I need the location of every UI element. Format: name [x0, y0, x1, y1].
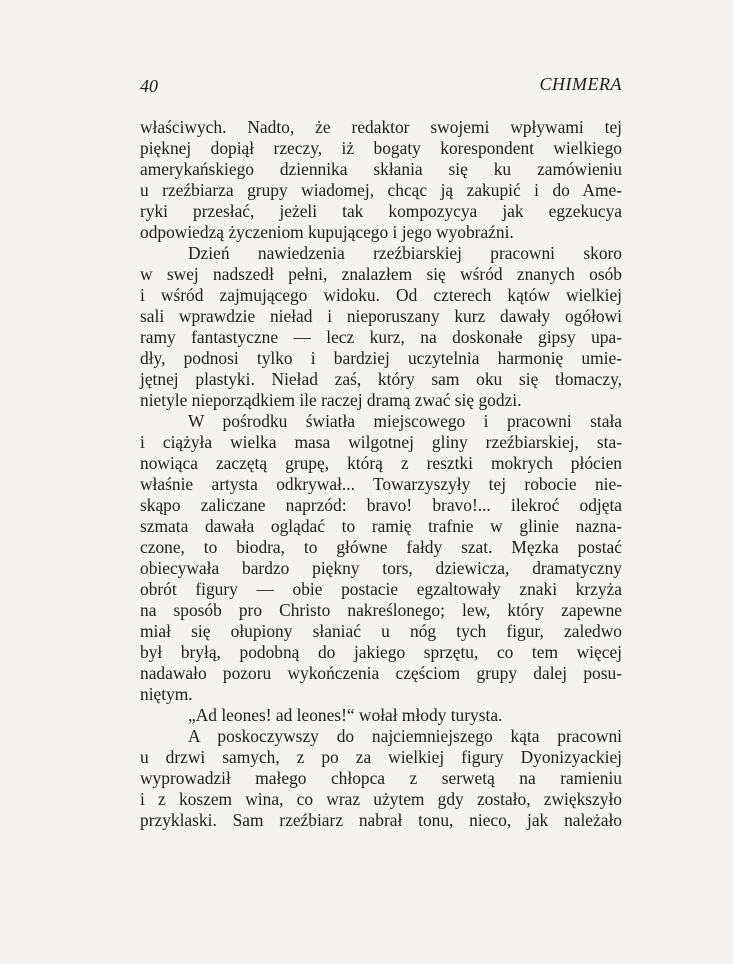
text-line: dły, podnosi tylko i bardziej uczytelnia harmonię umie- [140, 348, 622, 368]
page-number: 40 [140, 76, 158, 96]
text-line: u rzeźbiarza grupy wiadomej, chcąc ją zakupić i do Ame- [140, 180, 622, 200]
text-line: miał się ołupiony słaniać u nóg tych figur, zaledwo [140, 621, 622, 641]
text-line: „Ad leones! ad leones!“ wołał młody turysta. [188, 705, 503, 725]
text-line: sali wprawdzie nieład i nieporuszany kurz dawały ogółowi [140, 306, 622, 326]
text-line: właśnie artysta odkrywał... Towarzyszyły tej robocie nie- [140, 474, 622, 494]
text-line: był bryłą, podobną do jakiego sprzętu, co tem więcej [140, 642, 622, 662]
text-line: nadawało pozoru wykończenia częściom grupy dalej posu- [140, 663, 622, 683]
text-line: jętnej plastyki. Nieład zaś, który sam oku się tłomaczy, [140, 369, 622, 389]
text-line: odpowiedzą życzeniom kupującego i jego wyobraźni. [140, 222, 514, 242]
text-line: u drzwi samych, z po za wielkiej figury Dyonizyackiej [140, 747, 622, 767]
text-line: W pośrodku światła miejscowego i pracowni stała [188, 411, 622, 431]
running-head: CHIMERA [539, 74, 622, 94]
text-line: pięknej dopiął rzeczy, iż bogaty korespondent wielkiego [140, 138, 622, 158]
text-line: A poskoczywszy do najciemniejszego kąta pracowni [188, 726, 622, 746]
text-line: właściwych. Nadto, że redaktor swojemi wpływami tej [140, 117, 622, 137]
text-line: ramy fantastyczne — lecz kurz, na doskonałe gipsy upa- [140, 327, 622, 347]
text-line: ryki przesłać, jeżeli tak kompozycya jak egzekucya [140, 201, 622, 221]
text-line: niętym. [140, 684, 193, 704]
text-line: wyprowadził małego chłopca z serwetą na ramieniu [140, 768, 622, 788]
text-line: obiecywała bardzo piękny tors, dziewicza, dramatyczny [140, 558, 622, 578]
body-text [140, 117, 622, 831]
text-line: na sposób pro Christo nakreślonego; lew, który zapewne [140, 600, 622, 620]
text-line: amerykańskiego dziennika skłania się ku zamówieniu [140, 159, 622, 179]
text-line: szmata dawała oglądać to ramię trafnie w glinie nazna- [140, 516, 622, 536]
text-line: obrót figury — obie postacie egzaltowały znaki krzyża [140, 579, 622, 599]
text-line: przyklaski. Sam rzeźbiarz nabrał tonu, nieco, jak należało [140, 810, 622, 830]
text-line: nowiąca zaczętą grupę, którą z resztki mokrych płócien [140, 453, 622, 473]
text-line: czone, to biodra, to główne fałdy szat. Męzka postać [140, 537, 622, 557]
text-line: Dzień nawiedzenia rzeźbiarskiej pracowni skoro [188, 243, 622, 263]
text-line: i ciążyła wielka masa wilgotnej gliny rzeźbiarskiej, sta- [140, 432, 622, 452]
text-line: w swej nadszedł pełni, znalazłem się wśród znanych osób [140, 264, 622, 284]
text-line: i z koszem wina, co wraz użytem gdy zostało, zwiększyło [140, 789, 622, 809]
page-header [140, 74, 622, 100]
text-line: nietyle nieporządkiem ile raczej dramą zwać się godzi. [140, 390, 522, 410]
text-line: skąpo zaliczane naprzód: bravo! bravo!... ilekroć odjęta [140, 495, 622, 515]
text-line: i wśród zajmującego widoku. Od czterech kątów wielkiej [140, 285, 622, 305]
